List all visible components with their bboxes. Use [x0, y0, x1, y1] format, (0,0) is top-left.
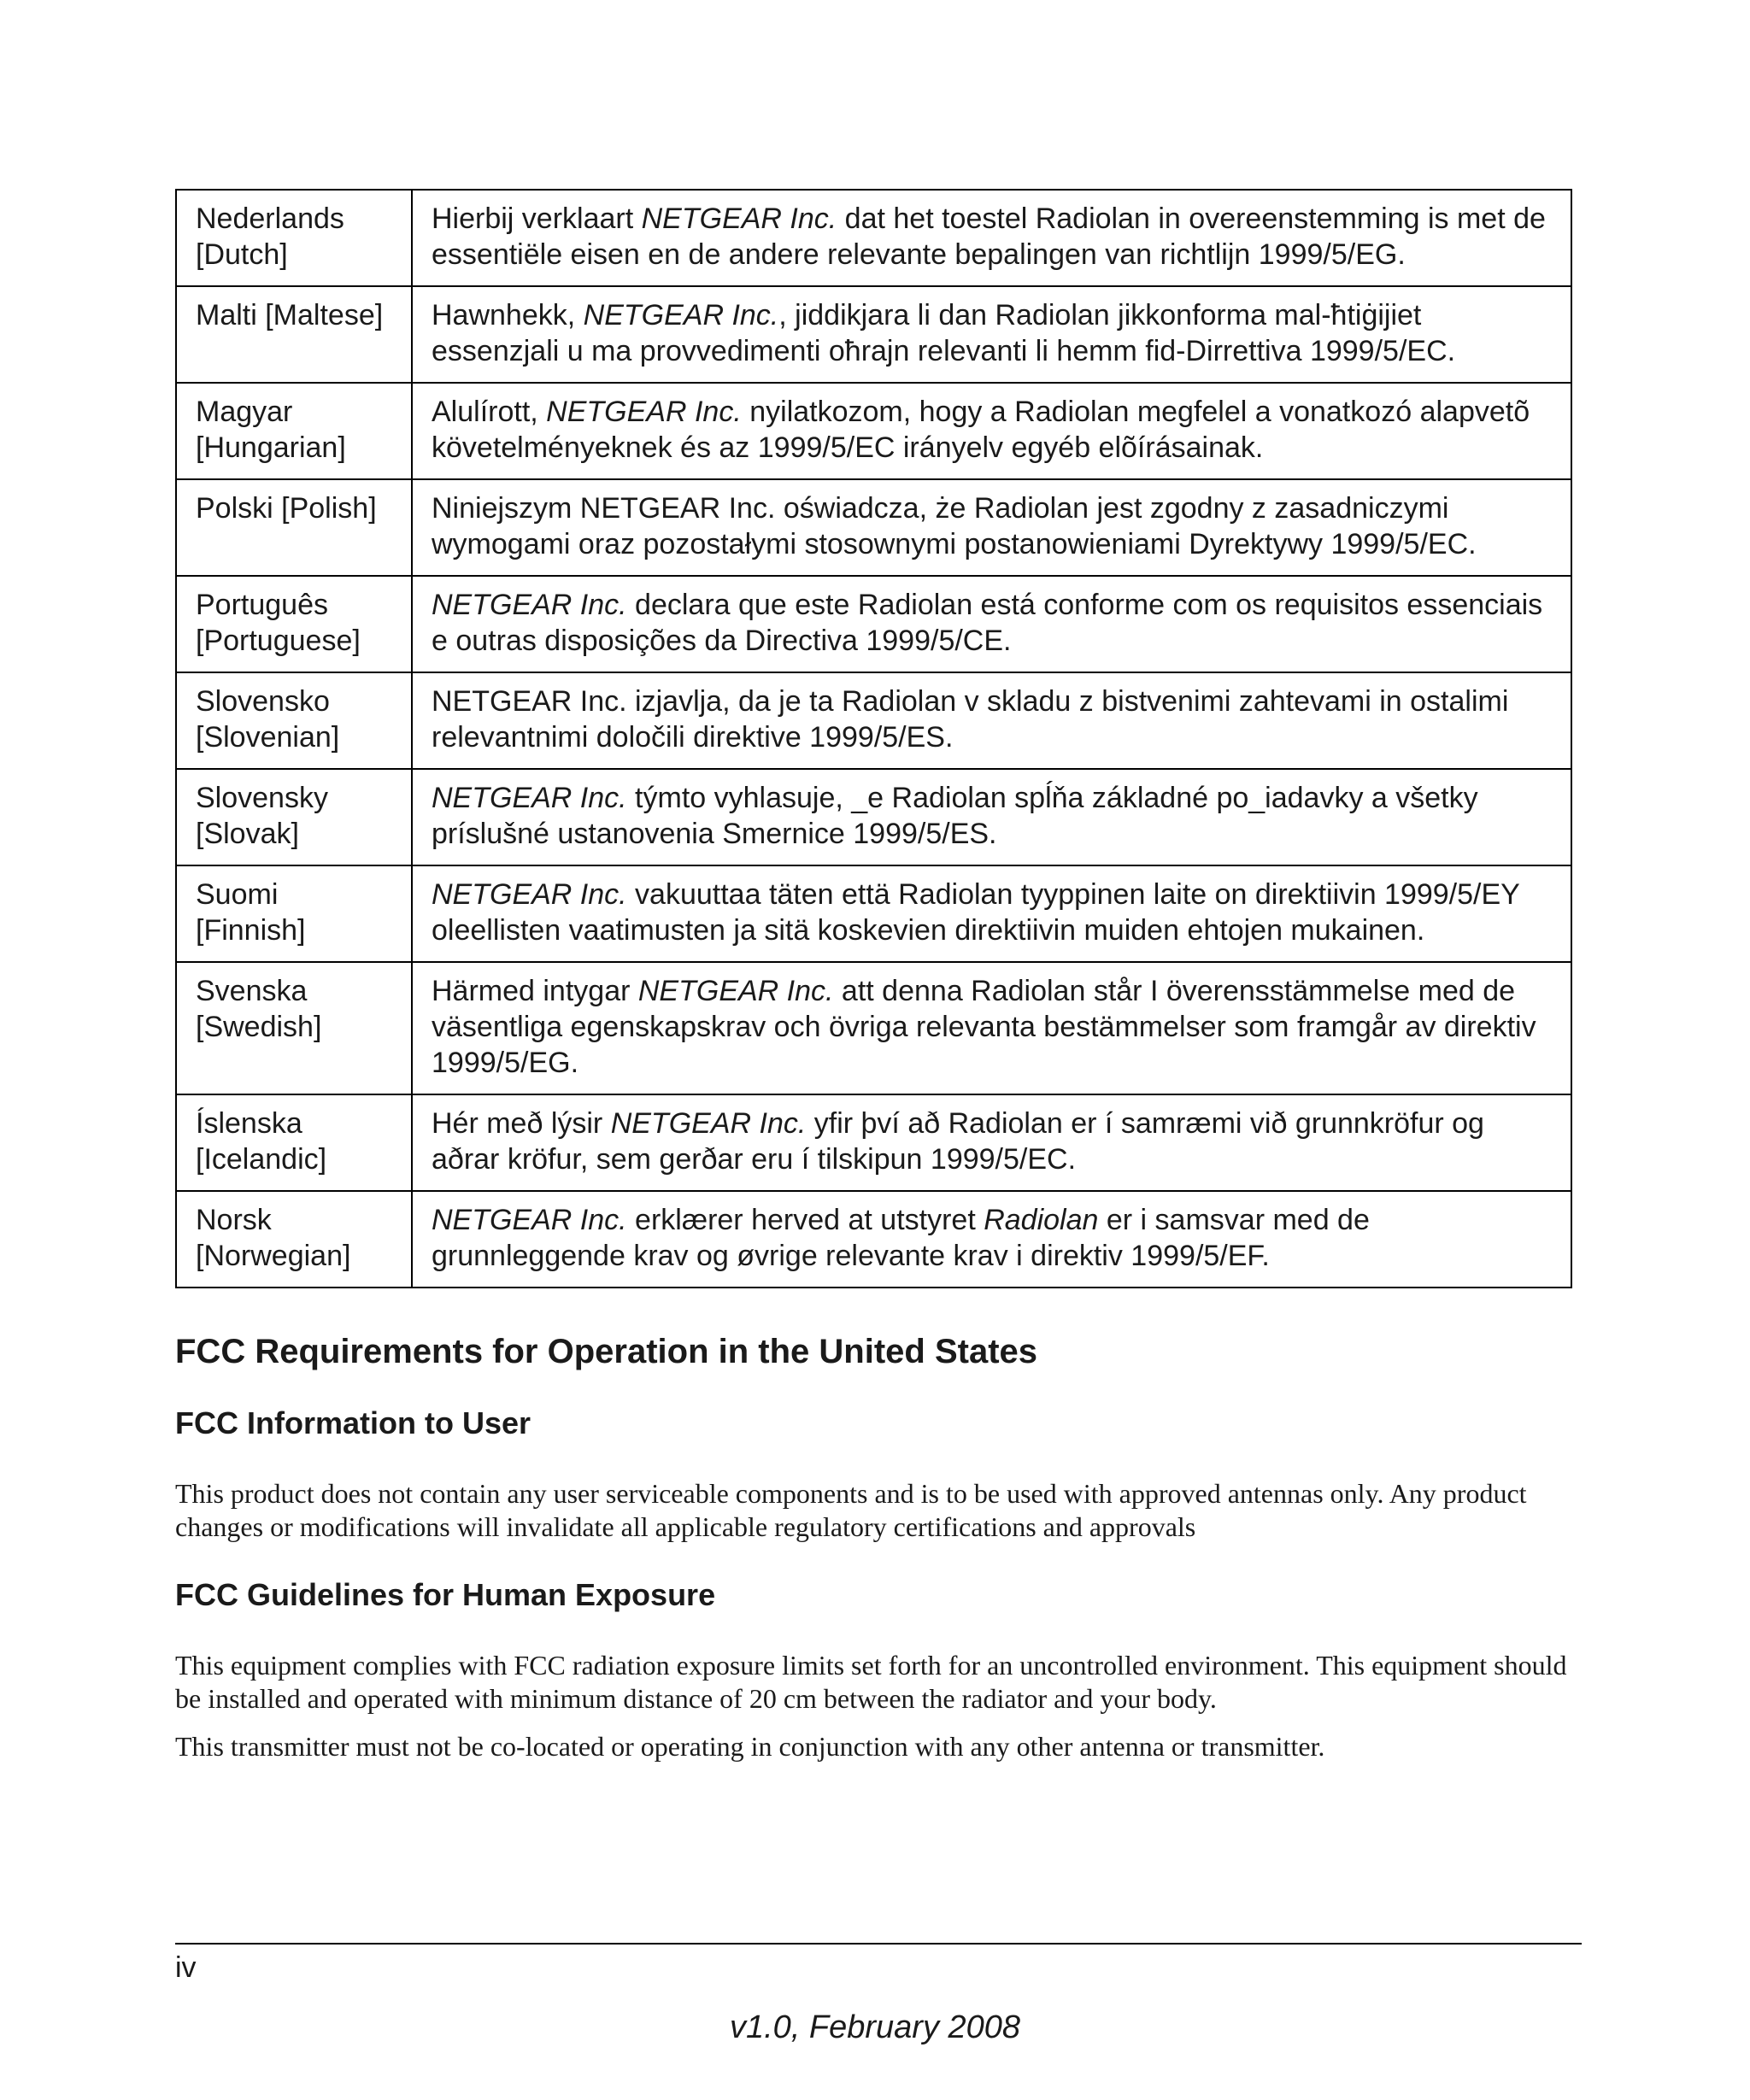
- declaration-row: [176, 383, 1571, 479]
- statement-text: NETGEAR Inc. izjavlja, da je ta Radiolan v skladu z bistvenimi zahtevami in ostalimi relevantnimi določili direktive 1999/5/ES.: [432, 685, 1509, 754]
- declaration-row: [176, 576, 1571, 672]
- statement-text: att denna Radiolan står I överensstämmelse med de väsentliga egenskapskrav och övriga relevanta bestämmelser som framgår av direktiv 1999/5/EG.: [432, 975, 1536, 1079]
- declaration-row: [176, 286, 1571, 383]
- footer-divider: [175, 1943, 1582, 1945]
- statement-text: Hawnhekk,: [432, 299, 584, 331]
- declaration-row: [176, 672, 1571, 769]
- declaration-statement: [412, 1191, 1571, 1288]
- declaration-row: [176, 1094, 1571, 1191]
- version-footer: v1.0, February 2008: [729, 2009, 1021, 2045]
- declaration-language: Nederlands [Dutch]: [176, 190, 412, 286]
- statement-text: Hierbij verklaart: [432, 202, 642, 235]
- statement-emphasis: Radiolan: [984, 1204, 1099, 1236]
- declaration-row: [176, 1191, 1571, 1288]
- statement-emphasis: NETGEAR Inc.: [432, 1204, 627, 1236]
- declaration-statement: [412, 286, 1571, 383]
- statement-text: vakuuttaa täten että Radiolan tyyppinen laite on direktiivin 1999/5/EY oleellisten vaatimusten ja sitä koskevien direktiivin muiden ehtojen mukainen.: [432, 878, 1520, 947]
- declaration-language: Slovensko [Slovenian]: [176, 672, 412, 769]
- statement-emphasis: NETGEAR Inc.: [641, 202, 837, 235]
- statement-emphasis: NETGEAR Inc.: [610, 1107, 807, 1140]
- fcc-info-heading: FCC Information to User: [175, 1405, 531, 1440]
- declaration-statement: [412, 1094, 1571, 1191]
- statement-emphasis: NETGEAR Inc.: [637, 975, 834, 1007]
- statement-text: Alulírott,: [432, 396, 547, 428]
- statement-text: yfir því að Radiolan er í samræmi við grunnkröfur og aðrar kröfur, sem gerðar eru í tilskipun 1999/5/EC.: [432, 1107, 1484, 1176]
- page-number: iv: [175, 1951, 197, 1984]
- declaration-language: Svenska [Swedish]: [176, 962, 412, 1094]
- fcc-info-paragraph: This product does not contain any user serviceable components and is to be used with approved antennas only. Any product changes or modifications will invalidate all applicable regulatory certifications and approvals: [175, 1478, 1527, 1542]
- declaration-statement: [412, 962, 1571, 1094]
- declaration-row: [176, 479, 1571, 576]
- statement-emphasis: NETGEAR Inc.: [546, 396, 742, 428]
- statement-emphasis: NETGEAR Inc.: [432, 589, 627, 621]
- statement-text: Hér með lýsir: [432, 1107, 611, 1140]
- statement-text: declara que este Radiolan está conforme com os requisitos essenciais e outras disposições da Directiva 1999/5/CE.: [432, 589, 1543, 657]
- statement-emphasis: NETGEAR Inc.: [432, 782, 627, 814]
- declaration-statement: [412, 190, 1571, 286]
- statement-text: týmto vyhlasuje, _e Radiolan spĺňa základné po_iadavky a všetky príslušné ustanovenia Smernice 1999/5/ES.: [432, 782, 1478, 850]
- statement-text: erklærer herved at utstyret: [626, 1204, 984, 1236]
- declaration-language: Íslenska [Icelandic]: [176, 1094, 412, 1191]
- statement-text: nyilatkozom, hogy a Radiolan megfelel a vonatkozó alapvetõ követelményeknek és az 1999/5/EC irányelv egyéb elõírásainak.: [432, 396, 1530, 464]
- declaration-row: [176, 769, 1571, 865]
- declaration-language: Norsk [Norwegian]: [176, 1191, 412, 1288]
- declaration-statement: [412, 479, 1571, 576]
- declaration-language: Polski [Polish]: [176, 479, 412, 576]
- declaration-language: Magyar [Hungarian]: [176, 383, 412, 479]
- declaration-row: [176, 865, 1571, 962]
- statement-text: Niniejszym NETGEAR Inc. oświadcza, że Radiolan jest zgodny z zasadniczymi wymogami oraz pozostałymi stosownymi postanowieniami Dyrektywy 1999/5/EC.: [432, 492, 1477, 560]
- declaration-statement: [412, 769, 1571, 865]
- declaration-language: Slovensky [Slovak]: [176, 769, 412, 865]
- statement-text: , jiddikjara li dan Radiolan jikkonforma mal-ħtiġijiet essenzjali u ma provvedimenti oħrajn relevanti li hemm fid-Dirrettiva 1999/5/EC.: [432, 299, 1456, 367]
- declaration-language: Malti [Maltese]: [176, 286, 412, 383]
- doc-declarations-table: [175, 189, 1572, 1288]
- declaration-row: [176, 190, 1571, 286]
- declaration-language: Português [Portuguese]: [176, 576, 412, 672]
- declaration-language: Suomi [Finnish]: [176, 865, 412, 962]
- statement-text: er i samsvar med de grunnleggende krav og øvrige relevante krav i direktiv 1999/5/EF.: [432, 1204, 1370, 1272]
- statement-text: Härmed intygar: [432, 975, 638, 1007]
- fcc-section-heading: FCC Requirements for Operation in the United States: [175, 1333, 1038, 1370]
- declaration-statement: [412, 865, 1571, 962]
- statement-emphasis: NETGEAR Inc.: [432, 878, 627, 911]
- statement-emphasis: NETGEAR Inc.: [583, 299, 779, 331]
- declaration-statement: [412, 672, 1571, 769]
- statement-text: dat het toestel Radiolan in overeenstemming is met de essentiële eisen en de andere relevante bepalingen van richtlijn 1999/5/EG.: [432, 202, 1546, 271]
- fcc-exposure-paragraph-2: This transmitter must not be co-located or operating in conjunction with any other antenna or transmitter.: [175, 1731, 1325, 1762]
- declaration-statement: [412, 576, 1571, 672]
- fcc-exposure-paragraph-1: This equipment complies with FCC radiation exposure limits set forth for an uncontrolled environment. This equipment should be installed and operated with minimum distance of 20 cm between the radiator and your body.: [175, 1650, 1567, 1714]
- declaration-statement: [412, 383, 1571, 479]
- fcc-exposure-heading: FCC Guidelines for Human Exposure: [175, 1577, 716, 1612]
- declaration-row: [176, 962, 1571, 1094]
